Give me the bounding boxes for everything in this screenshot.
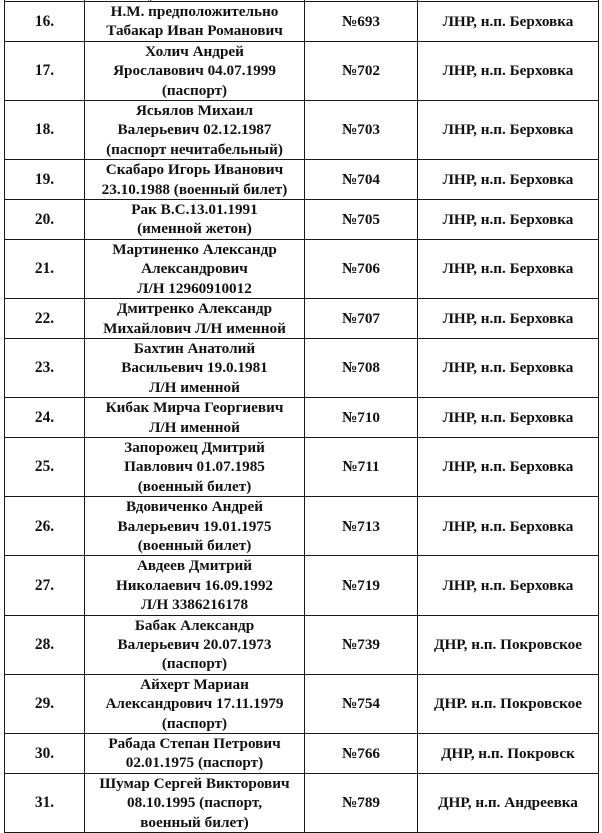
table-row (5, 2, 599, 42)
table-row (5, 160, 599, 200)
cell-name (85, 497, 305, 556)
cell-place: ДНР, н.п. Андреевка (418, 773, 599, 832)
cell-place: ЛНР, н.п. Берховка (418, 160, 599, 200)
name-line: Павлович 01.07.1985 (124, 458, 265, 476)
cell-code: №707 (305, 299, 418, 339)
cell-name (85, 674, 305, 733)
cell-number: 27. (5, 556, 85, 615)
cell-name (85, 200, 305, 240)
name-line: Запорожец Дмитрий (124, 438, 265, 456)
cell-name (85, 101, 305, 160)
table-row (5, 398, 599, 438)
cell-name (85, 2, 305, 42)
name-line: Александрович (141, 260, 248, 278)
cell-number: 23. (5, 338, 85, 397)
name-line: Л/Н именной (149, 418, 240, 436)
name-line: Вдовиченко Андрей (126, 498, 263, 516)
cell-number: 25. (5, 437, 85, 496)
cell-code: №702 (305, 41, 418, 100)
cell-number: 17. (5, 41, 85, 100)
cell-code: №703 (305, 101, 418, 160)
name-line: Николаевич 16.09.1992 (115, 576, 274, 594)
cell-place: ДНР, н.п. Покровск (418, 734, 599, 774)
cell-number: 26. (5, 497, 85, 556)
cell-place: ЛНР, н.п. Берховка (418, 200, 599, 240)
cell-name (85, 734, 305, 774)
cell-place: ДНР, н.п. Покровское (418, 615, 599, 674)
name-line: Л/Н 12960910012 (137, 279, 252, 297)
cell-place: ЛНР, н.п. Берховка (418, 101, 599, 160)
cell-place: ЛНР, н.п. Берховка (418, 239, 599, 298)
name-line: Рабада Степан Петрович (108, 735, 281, 753)
name-line: Холич Андрей (145, 42, 244, 60)
cell-code: №693 (305, 2, 418, 42)
name-line: (паспорт) (161, 655, 228, 673)
name-line: Александрович 17.11.1979 (105, 695, 284, 713)
cell-number: 24. (5, 398, 85, 438)
cell-number: 30. (5, 734, 85, 774)
cell-name (85, 398, 305, 438)
cell-name (85, 556, 305, 615)
name-line: Табакар Иван Романович (106, 22, 283, 40)
table-row (5, 615, 599, 674)
name-line: (именной жетон) (137, 220, 252, 238)
table-row (5, 41, 599, 100)
cell-place: ЛНР, н.п. Берховка (418, 497, 599, 556)
cell-place: ЛНР, н.п. Берховка (418, 2, 599, 42)
name-line: (паспорт) (161, 81, 228, 99)
document-page (4, 0, 598, 833)
cell-name (85, 338, 305, 397)
table-row (5, 200, 599, 240)
table-row (5, 773, 599, 832)
cell-name (85, 437, 305, 496)
cell-code: №710 (305, 398, 418, 438)
cell-number: 16. (5, 2, 85, 42)
table-row (5, 101, 599, 160)
name-line: (военный билет) (137, 536, 252, 554)
table-row (5, 338, 599, 397)
name-line: (паспорт нечитабельный) (106, 140, 283, 158)
cell-number: 29. (5, 674, 85, 733)
name-line: Ясьялов Михаил (135, 102, 254, 120)
table-row (5, 734, 599, 774)
cell-code: №708 (305, 338, 418, 397)
name-line: Дмитренко Александр (116, 300, 273, 318)
name-line: 23.10.1988 (военный билет) (101, 180, 288, 198)
table-row (5, 497, 599, 556)
table-row (5, 437, 599, 496)
cell-code: №711 (305, 437, 418, 496)
name-line: Валерьевич 02.12.1987 (117, 121, 272, 139)
name-line: Рак В.С.13.01.1991 (131, 201, 258, 219)
name-line: (паспорт) (161, 714, 228, 732)
cell-code: №739 (305, 615, 418, 674)
cell-code: №713 (305, 497, 418, 556)
cell-name (85, 615, 305, 674)
cell-number: 18. (5, 101, 85, 160)
name-line: Скабаро Игорь Иванович (105, 161, 284, 179)
cell-number: 21. (5, 239, 85, 298)
cell-code: №705 (305, 200, 418, 240)
cell-code: №789 (305, 773, 418, 832)
name-line: Бахтин Анатолий (133, 339, 256, 357)
cell-code: №719 (305, 556, 418, 615)
cell-name (85, 160, 305, 200)
name-line: военный билет) (140, 813, 249, 831)
name-line: Ярославович 04.07.1999 (113, 62, 276, 80)
cell-place: ЛНР, н.п. Берховка (418, 299, 599, 339)
cell-name (85, 299, 305, 339)
cell-name (85, 773, 305, 832)
name-line: Валерьевич 20.07.1973 (117, 636, 272, 653)
table-row (5, 239, 599, 298)
cell-code: №766 (305, 734, 418, 774)
name-line: 02.01.1975 (паспорт) (125, 754, 264, 772)
table-row (5, 299, 599, 339)
cell-number: 22. (5, 299, 85, 339)
cell-number: 20. (5, 200, 85, 240)
name-line: Н.М. предположительно (110, 3, 279, 20)
table-body (5, 0, 599, 833)
name-line: Л/Н именной (149, 378, 240, 396)
table-row (5, 556, 599, 615)
name-line: Бабак Александр (134, 616, 255, 634)
name-line: Шумар Сергей Викторович (99, 774, 290, 792)
cell-place: ЛНР, н.п. Берховка (418, 556, 599, 615)
name-line: 08.10.1995 (паспорт, (127, 794, 262, 812)
casualty-table (4, 0, 599, 833)
cell-place: ЛНР, н.п. Берховка (418, 437, 599, 496)
name-line: Васильевич 19.0.1981 (121, 359, 268, 377)
name-line: Кибак Мирча Георгиевич (105, 399, 284, 417)
cell-name (85, 41, 305, 100)
cell-number: 31. (5, 773, 85, 832)
name-line: Айхерт Мариан (140, 675, 249, 693)
name-line: Мартиненко Александр (112, 240, 277, 258)
cell-code: №706 (305, 239, 418, 298)
cell-number: 19. (5, 160, 85, 200)
cell-code: №704 (305, 160, 418, 200)
name-line: Валерьевич 19.01.1975 (117, 517, 272, 535)
cell-place: ДНР. н.п. Покровское (418, 674, 599, 733)
name-line: (военный билет) (137, 477, 252, 495)
cell-code: №754 (305, 674, 418, 733)
name-line: Авдеев Дмитрий (136, 557, 253, 575)
name-line: Л/Н 3386216178 (140, 596, 249, 614)
name-line: Михайлович Л/Н именной (103, 319, 286, 337)
cell-place: ЛНР, н.п. Берховка (418, 41, 599, 100)
cell-place: ЛНР, н.п. Берховка (418, 398, 599, 438)
cell-name (85, 239, 305, 298)
table-row (5, 674, 599, 733)
cell-number: 28. (5, 615, 85, 674)
cell-place: ЛНР, н.п. Берховка (418, 338, 599, 397)
